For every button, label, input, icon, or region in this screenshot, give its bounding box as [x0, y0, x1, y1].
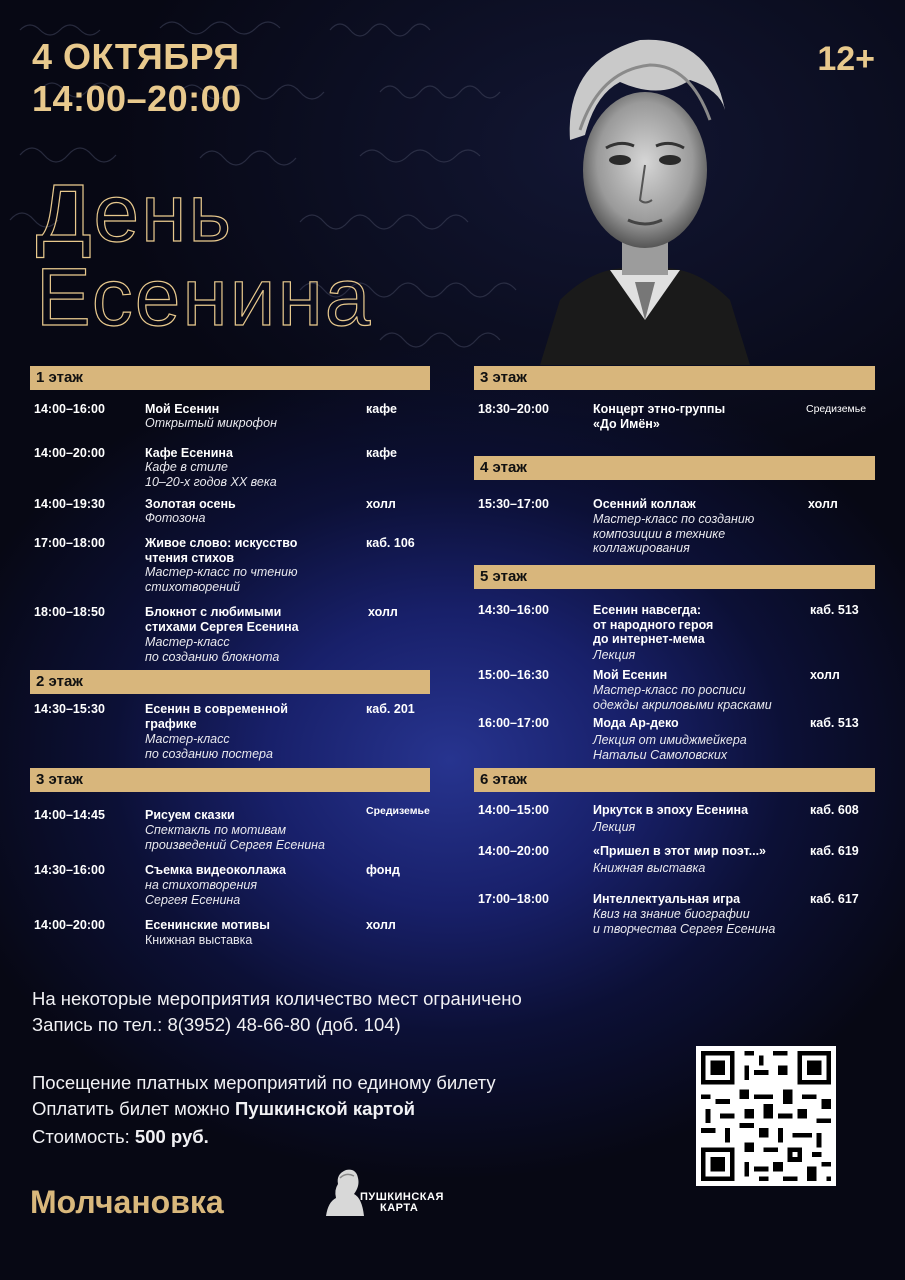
floor-header: 1 этаж — [30, 366, 430, 390]
event-name: Осенний коллаж — [593, 497, 696, 511]
event-time: 17:00–18:00 — [478, 892, 549, 906]
pushkin-card-line-2: КАРТА — [380, 1202, 419, 1214]
event-time: 14:30–16:00 — [478, 603, 549, 617]
date-text: 4 ОКТЯБРЯ — [32, 36, 240, 77]
qr-code[interactable] — [696, 1046, 836, 1186]
event-item — [30, 446, 430, 490]
event-time: 17:00–18:00 — [34, 536, 105, 550]
payment-note — [32, 1096, 415, 1122]
event-time: 14:00–20:00 — [34, 918, 105, 932]
event-item — [30, 497, 430, 527]
floor-header: 2 этаж — [30, 670, 430, 694]
event-place: холл — [366, 497, 396, 511]
event-time: 18:00–18:50 — [34, 605, 105, 619]
event-name: Кафе Есенина — [145, 446, 233, 460]
floor-header: 3 этаж — [30, 768, 430, 792]
event-description: Фотозона — [145, 511, 206, 525]
event-name: Съемка видеоколлажа — [145, 863, 286, 877]
event-time: 14:00–14:45 — [34, 808, 105, 822]
event-time: 16:00–17:00 — [478, 716, 549, 730]
floor-header: 3 этаж — [474, 366, 875, 390]
event-time: 14:30–16:00 — [34, 863, 105, 877]
event-item — [474, 716, 875, 760]
title-line-2: Есенина — [36, 252, 373, 343]
floor-header: 4 этаж — [474, 456, 875, 480]
event-name: Мода Ар-деко — [593, 716, 679, 730]
event-name: Есенин в современной графике — [145, 702, 288, 731]
event-place: кафе — [366, 402, 397, 416]
page-title — [36, 168, 373, 343]
event-name: Золотая осень — [145, 497, 236, 511]
event-name: Есенин навсегда: от народного героя до интернет-мема — [593, 603, 714, 646]
event-place: фонд — [366, 863, 400, 877]
event-place: каб. 608 — [810, 803, 859, 817]
event-item — [30, 402, 430, 432]
pushkin-card-text: Пушкинской картой — [234, 1098, 416, 1119]
event-time: 14:30–15:30 — [34, 702, 105, 716]
event-item — [30, 863, 430, 907]
schedule-left-column — [30, 366, 430, 966]
schedule-right-column — [474, 366, 874, 966]
event-description: Спектакль по мотивам произведений Сергея Есенина — [145, 823, 325, 852]
event-name: Есенинские мотивы — [145, 918, 270, 932]
event-name: Иркутск в эпоху Есенина — [593, 803, 749, 817]
title-line-1: День — [36, 168, 234, 259]
event-time: 14:00–16:00 — [34, 402, 105, 416]
age-rating: 12+ — [817, 40, 875, 78]
event-description: Мастер-класс по чтению стихотворений — [145, 565, 298, 594]
event-item — [30, 702, 430, 762]
event-place: каб. 617 — [810, 892, 859, 906]
limited-seats-note: На некоторые мероприятия количество мест ограничено — [32, 988, 522, 1009]
event-description: Мастер-класс по росписи одежды акриловыми красками — [593, 683, 772, 712]
event-name: Мой Есенин — [593, 668, 668, 682]
event-item — [30, 605, 430, 665]
price-prefix: Стоимость: — [32, 1126, 135, 1147]
event-time: 15:00–16:30 — [478, 668, 549, 682]
event-description: Мастер-класс по созданию композиции в технике коллажирования — [593, 512, 755, 555]
event-description: Книжная выставка — [593, 861, 706, 875]
event-item — [30, 918, 430, 948]
event-place: каб. 201 — [366, 702, 415, 716]
event-place: холл — [808, 497, 838, 511]
price-note — [32, 1124, 209, 1150]
floor-header: 6 этаж — [474, 768, 875, 792]
event-place: Средиземье — [366, 805, 430, 817]
event-item — [474, 603, 875, 661]
event-date — [32, 36, 242, 120]
event-description: Лекция — [593, 648, 636, 662]
event-time: 14:00–15:00 — [478, 803, 549, 817]
event-description: Кафе в стиле 10–20-х годов XX века — [145, 460, 277, 489]
event-description: Книжная выставка — [145, 933, 253, 947]
event-description: Открытый микрофон — [145, 416, 277, 430]
pushkin-card-label — [360, 1192, 444, 1214]
event-time: 15:30–17:00 — [478, 497, 549, 511]
event-item — [30, 536, 430, 594]
event-time: 14:00–19:30 — [34, 497, 105, 511]
event-name: Концерт этно-группы «До Имён» — [593, 402, 726, 431]
event-place: Средиземье — [806, 403, 867, 415]
event-description: на стихотворения Сергея Есенина — [145, 878, 258, 907]
event-item — [474, 668, 875, 712]
event-name: Интеллектуальная игра — [593, 892, 741, 906]
time-text: 14:00–20:00 — [32, 78, 242, 119]
event-time: 18:30–20:00 — [478, 402, 549, 416]
brand-logo: Молчановка — [30, 1184, 224, 1220]
event-place: кафе — [366, 446, 397, 460]
event-item — [474, 844, 875, 874]
event-description: Лекция — [593, 820, 636, 834]
event-place: холл — [368, 605, 398, 619]
event-place: холл — [366, 918, 396, 932]
registration-phone: Запись по тел.: 8(3952) 48-66-80 (доб. 104) — [32, 1014, 401, 1035]
event-name: «Пришел в этот мир поэт...» — [593, 844, 767, 858]
event-name: Рисуем сказки — [145, 808, 235, 822]
event-place: каб. 513 — [810, 603, 859, 617]
event-place: холл — [810, 668, 840, 682]
event-time: 14:00–20:00 — [34, 446, 105, 460]
payment-prefix: Оплатить билет можно — [32, 1098, 235, 1119]
event-description: Лекция от имиджмейкера Натальи Самоловских — [593, 733, 747, 762]
event-name: Мой Есенин — [145, 402, 220, 416]
event-item — [474, 892, 875, 936]
pushkin-card-line-1: ПУШКИНСКАЯ — [360, 1191, 444, 1203]
event-item — [474, 803, 875, 833]
event-name: Живое слово: искусство чтения стихов — [145, 536, 298, 565]
event-time: 14:00–20:00 — [478, 844, 549, 858]
event-place: каб. 619 — [810, 844, 859, 858]
event-name: Блокнот с любимыми стихами Сергея Есенина — [145, 605, 299, 634]
event-description: Квиз на знание биографии и творчества Сергея Есенина — [593, 907, 776, 936]
floor-header: 5 этаж — [474, 565, 875, 589]
event-item — [30, 805, 430, 852]
portrait-image — [540, 20, 750, 365]
event-place: каб. 513 — [810, 716, 859, 730]
event-item — [474, 402, 875, 432]
event-description: Мастер-класс по созданию блокнота — [145, 635, 280, 664]
ticket-note: Посещение платных мероприятий по единому билету — [32, 1072, 496, 1093]
event-place: каб. 106 — [366, 536, 415, 550]
event-item — [474, 497, 875, 555]
price-value: 500 руб. — [134, 1126, 209, 1147]
event-description: Мастер-класс по созданию постера — [145, 732, 273, 761]
